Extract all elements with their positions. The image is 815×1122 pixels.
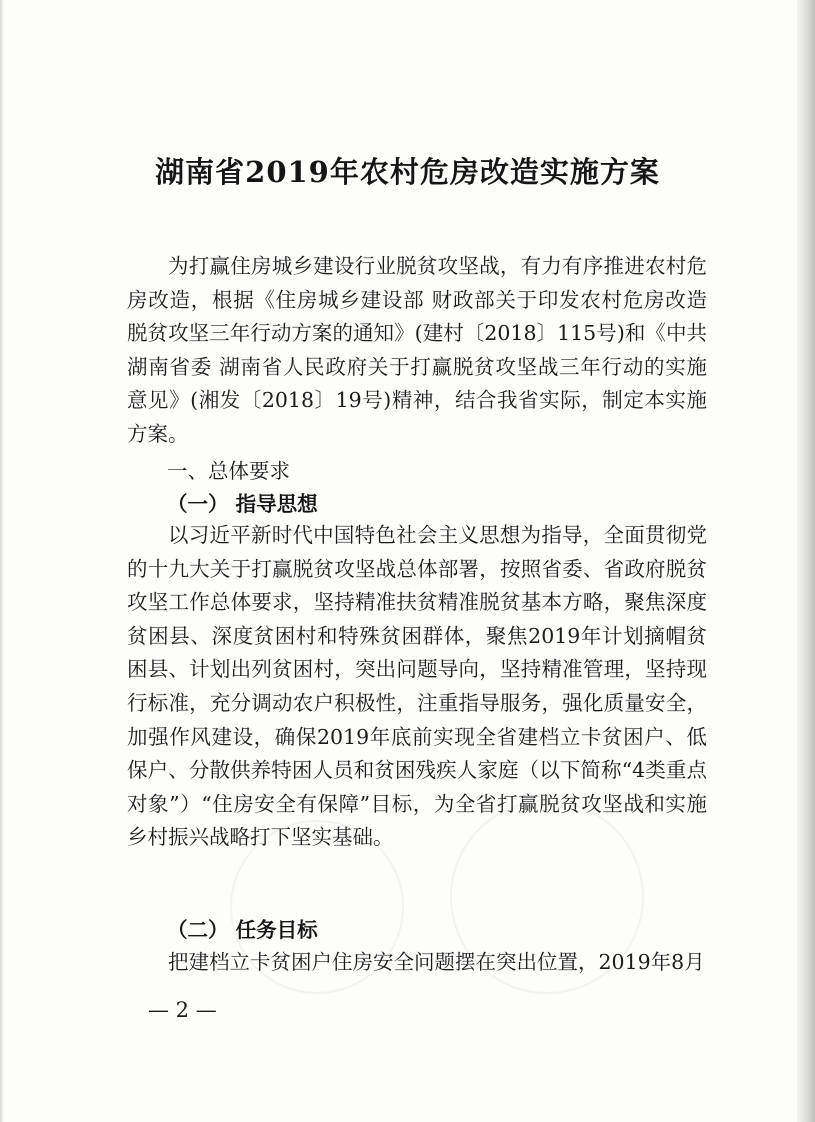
guiding-paragraph-block <box>127 519 707 855</box>
subsection-heading-task-objectives: （二） 任务目标 <box>167 918 318 942</box>
subsection-heading-guiding-ideology: （一） 指导思想 <box>167 492 318 516</box>
task-paragraph-block <box>127 946 707 980</box>
document-title: 湖南省2019年农村危房改造实施方案 <box>155 155 660 189</box>
page-number: — 2 — <box>148 998 217 1022</box>
intro-paragraph: 为打赢住房城乡建设行业脱贫攻坚战，有力有序推进农村危房改造，根据《住房城乡建设部 财政部关于印发农村危房改造脱贫攻坚三年行动方案的通知》(建村〔2018〕115号)和《中共湖南省委 湖南省人民政府关于打赢脱贫攻坚战三年行动的实施意见》(湘发〔2018〕19号)精神，结合我省实际，制定本实施方案。 <box>127 254 707 446</box>
guiding-paragraph: 以习近平新时代中国特色社会主义思想为指导，全面贯彻党的十九大关于打赢脱贫攻坚战总体部署，按照省委、省政府脱贫攻坚工作总体要求，坚持精准扶贫精准脱贫基本方略，聚焦深度贫困县、深度贫困村和特殊贫困群体，聚焦2019年计划摘帽贫困县、计划出列贫困村，突出问题导向，坚持精准管理，坚持现行标准，充分调动农户积极性，注重指导服务，强化质量安全，加强作风建设，确保2019年底前实现全省建档立卡贫困户、低保户、分散供养特困人员和贫困残疾人家庭（以下简称“4类重点对象”）“住房安全有保障”目标，为全省打赢脱贫攻坚战和实施乡村振兴战略打下坚实基础。 <box>127 523 707 850</box>
task-paragraph: 把建档立卡贫困户住房安全问题摆在突出位置，2019年8月 <box>168 950 705 974</box>
section-heading-general-requirements: 一、总体要求 <box>167 459 290 483</box>
intro-paragraph-block <box>127 250 707 452</box>
